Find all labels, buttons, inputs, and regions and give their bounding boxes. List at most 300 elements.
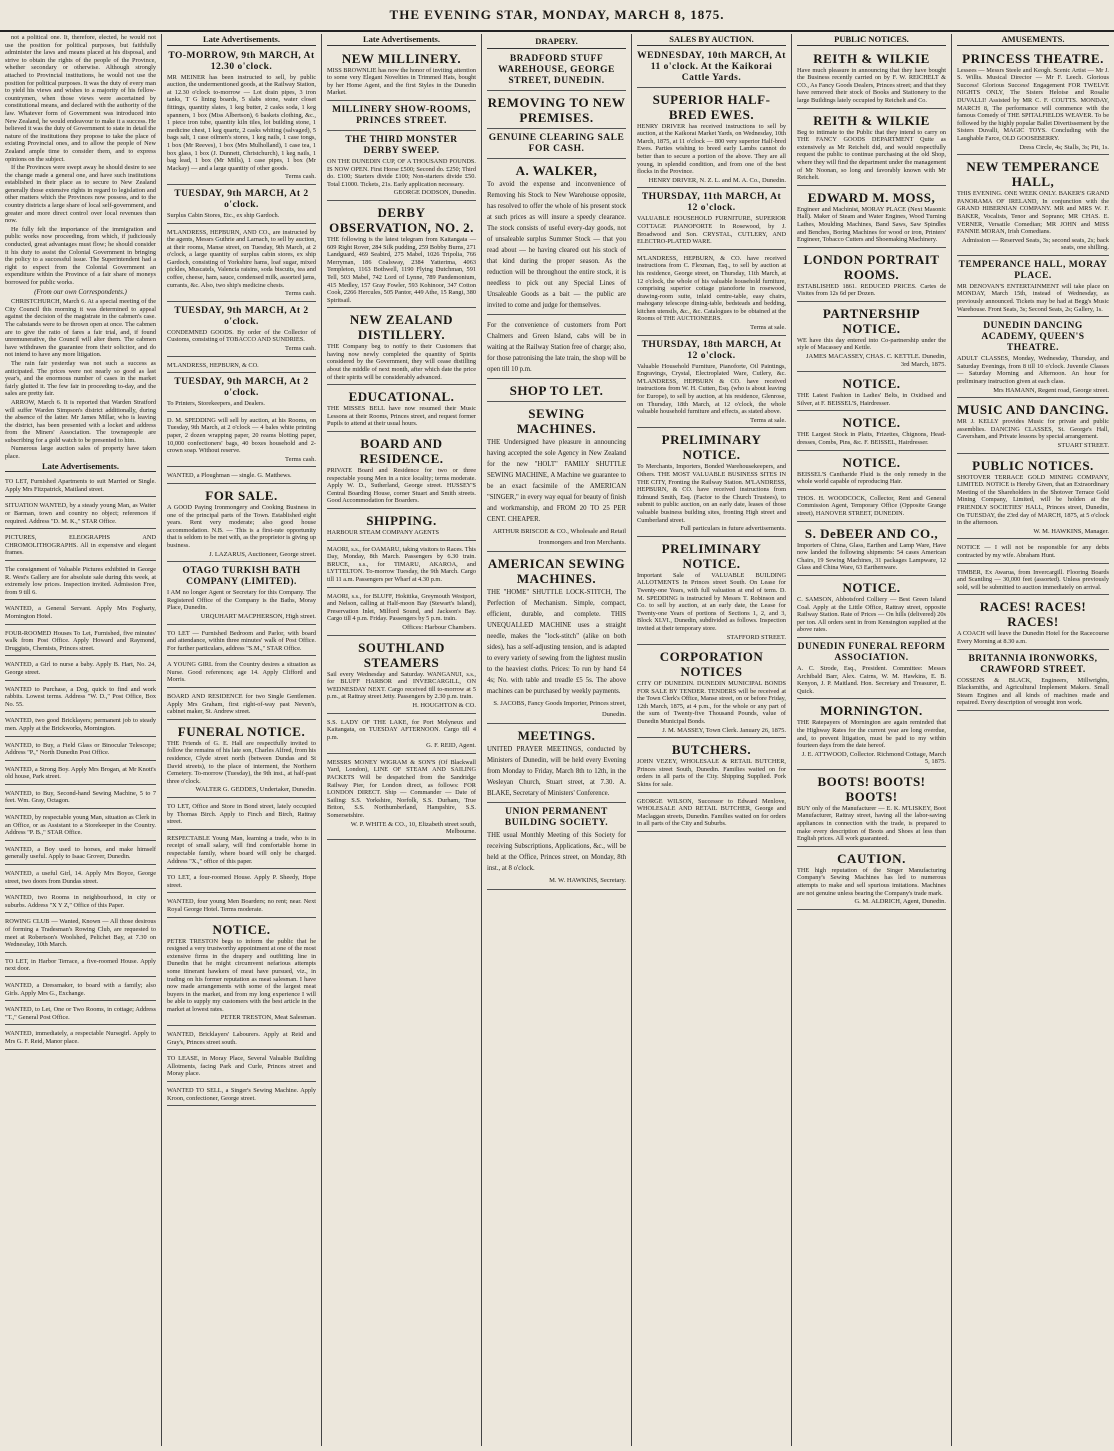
- ad-body: THIS EVENING. ONE WEEK ONLY. BAKER'S GRAND PANORAMA OF IRELAND, In conjunction with the GRAND HIBERNIAN COMPANY. MR and MRS W. F. BAKER, Vocalists, Tenor and Soprano; MR CHAS. E. VERNER, Versatile Comedian; MR JOHN and MISS FANNIE MORAN, Irish Comedians.: [957, 190, 1109, 236]
- ad-signature: G. M. ALDRICH, Agent, Dunedin.: [854, 898, 946, 906]
- advertisement: [167, 486, 316, 562]
- ads-list: [957, 49, 1109, 711]
- ad-body: Valuable Household Furniture, Pianoforte, Oil Paintings, Engravings, Crystal, Electroplated Ware, Cutlery, &c. M'LANDRESS, HEPBURN & CO. have received instructions from W. H. Cutten, Esq. (who is about leaving for Europe), to sell by auction, at his residence, Glenrose, on Thursday, 18th March, at 12 o'clock, the whole valuable household furniture and effects, as stated above.: [637, 362, 786, 416]
- ad-body: A COACH will leave the Dunedin Hotel for the Racecourse Every Morning at 8.30 a.m.: [957, 630, 1109, 645]
- advertisement: [327, 203, 476, 308]
- classified-ad-text: WANTED, by respectable young Man, situation as Clerk in an Office, or as Assistant to a Storekeeper in the Country. Address "P. B.," STAR Office.: [5, 814, 156, 837]
- classified-ad: [5, 1003, 156, 1025]
- advertisement: [167, 359, 316, 374]
- ad-title: BOOTS! BOOTS! BOOTS!: [817, 773, 926, 804]
- column-2: [162, 34, 322, 1446]
- classified-ad-text: WANTED, two Rooms in neighbourhood, in city or suburbs. Address "X Y Z," Office of this Paper.: [5, 894, 156, 909]
- ad-signature: Terms cash.: [285, 173, 316, 181]
- ad-signature: ARTHUR BRISCOE & CO., Wholesale and Retail Ironmongers and Iron Merchants.: [492, 528, 626, 546]
- advertisement: [327, 133, 476, 201]
- ad-body: Lessees — Messrs Steele and Keogh. Scenic Artist — Mr J. S. Willis. Musical Director — Mr F. Leech. Glorious Success! Glorious Success! Engagement FOR TWELVE NIGHTS ONLY, The Sisters Heloise and Rosalie DUVALLI! Assisted by MR C. F. COUTTS. MONDAY, MARCH 8, The performance will commence with the famous Comedy of THE SPITALFIELDS WEAVER. To be followed by the highly popular Ballet Divertissement by the Sisters Duvalli, MAGIC TOYS. Concluding with the Laughable Farce, OLD GOOSEBERRY.: [957, 66, 1109, 142]
- ad-body: THE Company beg to notify to their Customers that having now newly completed the quantity of Spirits considered by the Government, they will cease distilling about the middle of next month, after which date the price of their spirits will be considerably advanced.: [327, 343, 476, 381]
- classified-ad: [5, 531, 156, 561]
- ad-body: Sail every Wednesday and Saturday. WANGANUI, s.s., for BLUFF HARBOR and INVERCARGILL, ON WEDNESDAY NEXT. Cargo received till to-morrow at 5 p.m., at Rattray street Jetty. Passengers by 2.30 p.m. train.: [327, 670, 476, 701]
- ad-title: MILLINERY SHOW-ROOMS, PRINCES STREET.: [332, 104, 471, 126]
- ad-title: SEWING MACHINES.: [516, 406, 597, 436]
- ad-body: TO LET, a four-roomed House. Apply P. Sheedy, Hope street.: [167, 874, 316, 889]
- column-1: [0, 34, 162, 1446]
- ad-body: Surplus Cabin Stores, Etc., ex ship Gardoch.: [167, 211, 280, 219]
- ads-list: [487, 52, 626, 890]
- ad-body: TO LET, Office and Store in Bond street, lately occupied by Thomas Birch. Apply to Finch and Birch, Rattray street.: [167, 803, 316, 826]
- arrow-report: Numerous large auction sales of property have taken place.: [5, 445, 156, 461]
- classified-ad: [5, 811, 156, 841]
- ad-title: DUNEDIN FUNERAL REFORM ASSOCIATION.: [797, 641, 946, 663]
- ad-body: BOARD AND RESIDENCE for two Single Gentlemen. Apply Mrs Graham, first right-of-way past Neven's, cabinet maker, St. Andrew street.: [167, 693, 316, 716]
- advertisement: [957, 566, 1109, 596]
- classified-ad: [5, 475, 156, 497]
- advertisement: [637, 49, 786, 88]
- ad-body: PETER TRESTON begs to inform the public that he resigned a very trustworthy appointment at one of the most extensive firms in the drapery and outfitting line in Dunedin that he might circumvent nefarious attempts some itinerant hawkers of meat have pursued, viz., in trading on his former reputation as meat salesman. I have now made arrangements with some of the largest meat buyers in the market, and from my long experience I will be able to supply my customers with the best article in the market at lowest rates.: [167, 937, 316, 1013]
- ad-body: C. SAMSON, Abbotsford Colliery — Best Green Island Coal. Apply at the Little Office, Rattray street, opposite Railway Station. Rate of Prices — On hills (delivered) 20s per ton. All orders sent in from Kensington supplied at the above rates.: [797, 595, 946, 634]
- advertisement: [957, 157, 1109, 256]
- ad-body: I AM no longer Agent or Secretary for this Company. The Registered Office of the Company is the Baths, Moray Place, Dunedin.: [167, 589, 316, 612]
- classified-ad: [5, 843, 156, 865]
- advertisement: [637, 430, 786, 536]
- ad-title: CORPORATION NOTICES: [659, 649, 764, 680]
- advertisement: [167, 1028, 316, 1050]
- advertisement: [797, 111, 946, 186]
- classified-ad-text: WANTED, immediately, a respectable Nursegirl. Apply to Mrs G. F. Reid, Manor place.: [5, 1030, 156, 1045]
- advertisement: [167, 49, 316, 185]
- advertisement: [797, 413, 946, 450]
- advertisement: [167, 800, 316, 830]
- advertisement: [957, 49, 1109, 156]
- advertisement: [167, 627, 316, 657]
- ad-body: BUY only of the Manufacturer — E. K. M'LISKEY, Boot Manufacturer, Rattray street, having all the labor-saving appliances in connection with the trade, is prepared to make every description of Boots and Shoes at less than English prices. All work guaranteed.: [797, 804, 946, 843]
- advertisement: [957, 652, 1109, 711]
- ad-body: THE Latest Fashion in Ladies' Belts, in Oxidised and Silver, at F. BEISSEL'S, Hairdresser.: [797, 392, 946, 407]
- ad-body: THE MISSES BELL have now resumed their Music Lessons at their Rooms, Princes street, and request former Pupils to attend at their usual hours.: [327, 405, 476, 428]
- ad-signature: GEORGE DODSON, Dunedin.: [393, 189, 476, 197]
- classified-ad: [5, 739, 156, 761]
- ad-body: Engineer and Machinist, MORAY PLACE (Next Masonic Hall). Maker of Steam and Water Engines, Wood Turning Lathes, Moulding Machines, Band Saws, Saw Spindles and Benches, Boring Machines for wood or iron, Printers' Engineer, Tobacco Cutters and Shoemaking Machinery.: [797, 205, 946, 244]
- ad-body: Important Sale of VALUABLE BUILDING ALLOTMENTS In Princes street South. On Lease for Twenty-one Years, with full valuation at end of term. D. M. SPEDDING is instructed by Messrs T. Robinson and Co. to sell by auction, at an early date, the Lease for Twenty-one Years of portions of Sections 1, 2, and 3, Block XLVI., Dunedin, subdivided as follows. Inspection invited at their temporary store.: [637, 571, 786, 632]
- advertisement: [797, 578, 946, 638]
- advertisement: [167, 375, 316, 412]
- ad-title: BRITANNIA IRONWORKS, CRAWFORD STREET.: [968, 653, 1098, 675]
- ad-body: ON THE DUNEDIN CUP, OF A THOUSAND POUNDS. IS NOW OPEN. First Horse £500; Second do. £250; Third do. £100; Starters divide £100; Non-starters divide £50. Total £1000. Tickets, 21s. Early application necessary.: [327, 157, 476, 188]
- section-heading: Late Advertisements.: [5, 463, 156, 473]
- advertisement: [797, 524, 946, 576]
- ad-body: RESPECTABLE Young Man, learning a trade, who is in receipt of small salary, will find comfortable home in respectable family, where board will only be charged. Address "X.," office of this paper.: [167, 834, 316, 865]
- ad-signature: Terms cash.: [285, 455, 316, 463]
- ad-signature: S. JACOBS, Fancy Goods Importer, Princes street, Dunedin.: [493, 700, 626, 718]
- ad-body: A YOUNG GIRL from the Country desires a situation as Nurse. Good references; age 14. Apply Clifford and Morris.: [167, 661, 316, 684]
- ad-body: MR J. KELLY provides Music for private and public assemblies. DANCING CLASSES, St. George's Hall, Caversham, and Private lessons by special arrangement.: [957, 418, 1109, 441]
- ad-body: BEISSEL'S Cantharide Fluid is the only remedy in the whole world capable of reproducing Hair.: [797, 470, 946, 486]
- ad-signature: Dress Circle, 4s; Stalls, 3s; Pit, 1s.: [1019, 143, 1109, 151]
- ad-title: SOUTHLAND STEAMERS: [358, 639, 445, 670]
- advertisement: [957, 541, 1109, 563]
- ad-body: GEORGE WILSON, Successor to Edward Menlove, WHOLESALE AND RETAIL BUTCHER, George and Maclaggan streets, Dunedin. Families waited on for orders in all parts of the City and Suburbs.: [637, 797, 786, 828]
- section-heading: Late Advertisements.: [167, 36, 316, 46]
- classified-ad-text: WANTED, a useful Girl, 14. Apply Mrs Boyce, George street, two doors from Dundas street.: [5, 870, 156, 885]
- classified-ad-text: WANTED, a General Servant. Apply Mrs Fogharty, Mornington Hotel.: [5, 605, 156, 620]
- ad-body: THOS. H. WOODCOCK, Collector, Rent and General Commission Agent, Temporary Office (Opposite Grange street), HANOVER STREET, DUNEDIN.: [797, 494, 946, 517]
- advertisement: [327, 310, 476, 385]
- ad-body: THE Largest Stock in Plaits, Frizettes, Chignons, Head-dresses, Combs, Pins, &c. F. BEISSEL, Hairdresser.: [797, 431, 946, 447]
- advertisement: [487, 317, 626, 379]
- ad-body: UNITED PRAYER MEETINGS, conducted by Ministers of Dunedin, will be held every Evening from Monday to Friday, March 8th to 12th, in the Wesleyan Church, Stuart street, at 7.30. A. BLAKE, Secretary of Ministers' Conference.: [487, 746, 626, 797]
- ad-body: Beg to intimate to the Public that they intend to carry on THE FANCY GOODS DEPARTMENT Quite as extensively as Mr Reichelt did, and would respectfully request the public to continue purchasing at the old Shop, where they will find the department under the management of Mr Noonan, so long and favorably known with Mr Reichelt.: [797, 128, 946, 182]
- ad-body: SHOTOVER TERRACE GOLD MINING COMPANY, LIMITED. NOTICE is Hereby Given, that an Extraordinary Meeting of the Shareholders in the Shotover Terrace Gold Mining Company, Limited, will be holden at the FRIENDLY SOCIETIES' HALL, Princes street, Dunedin, On TUESDAY, the 23rd day of MARCH, 1875, at 5 o'clock in the afternoon.: [957, 473, 1109, 527]
- advertisement: [637, 338, 786, 429]
- ad-body: WANTED, a Ploughman — single. G. Matthews.: [167, 472, 292, 480]
- advertisement: [957, 258, 1109, 317]
- classified-ad: [5, 714, 156, 736]
- classified-ad: [5, 979, 156, 1001]
- advertisement: [327, 103, 476, 131]
- ad-body: THE Ratepayers of Mornington are again reminded that the Highway Rates for the current year are long overdue, and, to prevent litigation, must be paid to my within fourteen days from the date hereof.: [797, 719, 946, 750]
- ad-title: TUESDAY, 9th MARCH, At 2 o'clock.: [174, 188, 309, 210]
- advertisement: [487, 381, 626, 402]
- ad-body: NOTICE — I will not be responsible for any debts contracted by my wife. Abraham Hunt.: [957, 544, 1109, 559]
- advertisement: [167, 1052, 316, 1082]
- ad-body: THE high reputation of the Singer Manufacturing Company's Sewing Machines has led to numerous attempts to make and sell spurious imitations. Machines are not genuine unless bearing the Company's trade mark.: [797, 866, 946, 897]
- ad-body: WANTED, four young Men Boarders; no rent; near. Next Royal George Hotel. Terms moderate.: [167, 898, 316, 913]
- ad-title: TUESDAY, 9th MARCH, At 2 o'clock.: [174, 305, 309, 327]
- advertisement: [487, 131, 626, 159]
- masthead: THE EVENING STAR, MONDAY, MARCH 8, 1875.: [0, 0, 1114, 32]
- ad-title: PRELIMINARY NOTICE.: [661, 540, 762, 571]
- ad-title: TUESDAY, 9th MARCH, At 2 o'clock.: [174, 377, 309, 399]
- ad-body: JOHN VEZEY, WHOLESALE & RETAIL BUTCHER, Princes street South, Dunedin. Families waited on for orders in all parts of the City. Shipping Supplied. Pork Skins for sale.: [637, 758, 786, 789]
- ad-body: MAORI, s.s., for BLUFF, Hokitika, Greymouth Westport, and Nelson, calling at Half-moon Bay (Stewart's Island), Preservation Inlet, Milford Sound, and Jackson's Bay. Cargo till 4 p.m. Friday. Passengers by 5 p.m. train.: [327, 592, 476, 623]
- ad-title: BOARD AND RESIDENCE.: [359, 436, 444, 467]
- column-6: [792, 34, 952, 1446]
- ad-signature: URQUHART MACPHERSON, High street.: [200, 612, 316, 620]
- section-heading: SALES BY AUCTION.: [637, 36, 786, 46]
- ad-title: NOTICE.: [212, 921, 271, 937]
- advertisement: [167, 187, 316, 224]
- classified-ad-text: TO LET, in Harbor Terrace, a five-roomed House. Apply next door.: [5, 957, 156, 973]
- ad-signature: JAMES MACASSEY, CHAS. C. KETTLE. Dunedin, 3rd March, 1875.: [805, 353, 946, 368]
- ad-body: COSSENS & BLACK, Engineers, Millwrights, Blacksmiths, and Agricultural Implement Makers. Small Steam Engines and all kinds of machines made and repaired. Every description of wrought iron work.: [957, 676, 1109, 707]
- ad-body: THE usual Monthly Meeting of this Society for receiving Subscriptions, Applications, &c., will be held at the Office, Princes street, on Monday, 8th inst., at 8 o'clock.: [487, 832, 626, 872]
- advertisement: [167, 920, 316, 1027]
- ad-title: PRELIMINARY NOTICE.: [661, 432, 762, 463]
- classified-ad-text: WANTED, to Buy, Second-hand Sewing Machine, 5 to 7 feet. Wm. Gray, Octagon.: [5, 789, 156, 805]
- classified-ad-text: PICTURES, ELEOGRAPHS AND CHROMOLITHOGRAPHS. All in expensive and elegant frames.: [5, 534, 156, 557]
- classified-ad: [5, 1027, 156, 1049]
- ad-body: PRIVATE Board and Residence for two or three respectable young Men in a nice locality; terms moderate. Apply W. D., Sutherland, George street. HUSSEY'S Central Boarding House, corner Stuart and Smith streets. Good Accommodation for Boarders.: [327, 467, 476, 505]
- ad-body: WANTED TO SELL, a Singer's Sewing Machine. Apply Kroon, confectioner, George street.: [167, 1087, 316, 1102]
- ad-body: MESSRS MONEY WIGRAM & SON'S (Of Blackwall Yard, London), LINE OF STEAM AND SAILING PACKETS Will be despatched from the Sandridge Railway Pier, for London direct, as follows: FOR LONDON DIRECT. Ship — Commander — Date of Sailing: S.S. Yorkshire, Norfolk, S.S. Durham, True Briton, S.S. Northumberland, Hampshire, S.S. Somersetshire.: [327, 758, 476, 820]
- ad-title: NOTICE.: [842, 415, 901, 431]
- column-7: [952, 34, 1114, 1446]
- ad-title: UNION PERMANENT BUILDING SOCIETY.: [504, 807, 609, 828]
- ad-title: AMERICAN SEWING MACHINES.: [487, 556, 626, 586]
- ad-signature: STAFFORD STREET.: [726, 633, 786, 641]
- classified-ad: [5, 763, 156, 785]
- advertisement: [797, 453, 946, 490]
- classified-ad-text: TO LET, Furnished Apartments to suit Married or Single. Apply Mrs Fitzpatrick, Maitland street.: [5, 478, 156, 493]
- ad-body: CONDEMNED GOODS. By order of the Collector of Customs, consisting of TOBACCO AND SUNDRIES.: [167, 328, 316, 344]
- ad-title: PUBLIC NOTICES.: [972, 457, 1094, 473]
- advertisement: [167, 414, 316, 468]
- classified-ad-text: WANTED, a Strong Boy. Apply Mrs Brogan, at Mr Knott's old house, Park street.: [5, 765, 156, 781]
- ad-title: REMOVING TO NEW PREMISES.: [487, 95, 626, 125]
- advertisement: [167, 226, 316, 302]
- ad-signature: STUART STREET.: [1057, 442, 1109, 449]
- classified-ad-text: SITUATION WANTED, by a steady young Man, as Waiter or Barman, town and country no object; references if required. Address "D. M. K.," STAR Office.: [5, 502, 156, 525]
- ad-signature: Offices: Harbour Chambers.: [402, 623, 476, 631]
- ad-body: THE Undersigned have pleasure in announcing having accepted the sole Agency in New Zealand for the new "HOLT" FAMILY SHUTTLE SEWING MACHINE, A Machine we guarantee to be an exact facsimile of the AMERICAN "SINGER," in every way equal for beauty of finish and workmanship, and FROM 20 TO 25 PER CENT. CHEAPER.: [487, 439, 626, 523]
- ad-body: Importers of China, Glass, Earthen and Lamp Ware, Have now landed the following shipments: 54 cases American Chairs, 19 Sewing Machines, 31 packages Lampware, 12 Glass and China Ware, 63 Earthenware.: [797, 541, 946, 572]
- advertisement: [487, 805, 626, 890]
- advertisement: [327, 590, 476, 636]
- ad-body: To Printers, Storekeepers, and Dealers.: [167, 400, 266, 408]
- advertisement: [797, 49, 946, 109]
- ad-body: MAORI, s.s., for OAMARU, taking visitors to Races. This Day, Monday, 8th March. Passengers by 6.30 train. BRUCE, s.s., for TIMARU, AKAROA, and LYTTELTON. To-morrow Tuesday, the 9th March. Cargo till 11 a.m. Passengers per Wharf at 4.30 p.m.: [327, 545, 476, 583]
- ad-body: WE have this day entered into Co-partnership under the style of Macassey and Kettle.: [797, 336, 946, 352]
- ad-signature: Mrs HAMANN, Regent road, George street.: [993, 386, 1109, 394]
- ad-body: To avoid the expense and inconvenience of Removing his Stock to New Warehouse opposite, has resolved to offer the whole of his present stock at such prices as will insure a speedy clearance. The stock consists of useful every-day goods, not of unsaleable surplus Summer Stock — that you read about — he having cleared out his stock of that kind during the proper season. As the reduction will be throughout the entire stock, it is needless to pick out any Special Lines of Unsaleable Goods as a bait — the public are invited to come and judge for themselves.: [487, 181, 626, 309]
- classified-ad: [5, 499, 156, 529]
- advertisement: [167, 895, 316, 917]
- ad-body: THE Friends of G. E. Hall are respectfully invited to follow the remains of his late son, Charles Alfred, from his residence, Clyde street north (between Dundas and St David streets), to the place of interment, the Northern Cemetery. To-morrow (Tuesday), the 9th inst., at half-past three o'clock.: [167, 739, 316, 785]
- ad-signature: Terms at sale.: [750, 416, 786, 424]
- ad-signature: PETER TRESTON, Meat Salesman.: [220, 1014, 316, 1022]
- advertisement: [487, 93, 626, 129]
- ad-body: ESTABLISHED 1861. REDUCED PRICES. Cartes de Visites from 12s 6d per Dozen.: [797, 282, 946, 298]
- ad-body: TO LET — Furnished Bedroom and Parlor, with board and attendance, within three minutes' walk of Post Office. For further particulars, address "S.M.," STAR Office.: [167, 629, 316, 652]
- ad-title: NEW MILLINERY.: [341, 50, 462, 66]
- section-heading: DRAPERY.: [487, 36, 626, 49]
- classified-ad-text: WANTED, to Let, One or Two Rooms, in cottage; Address "T.," General Post Office.: [5, 1006, 156, 1021]
- advertisement: [167, 871, 316, 893]
- advertisement: [797, 849, 946, 910]
- ad-body: CITY OF DUNEDIN. DUNEDIN MUNICIPAL BONDS FOR SALE BY TENDER. TENDERS will be received at the Town Clerk's Office, Manse street, on or before Friday, 12th March, 1875, at 4 p.m., for the whole or any part of the sum of Twenty-five Thousand Pounds, value of Dunedin Municipal Bonds.: [637, 680, 786, 726]
- ad-title: NOTICE.: [842, 454, 901, 470]
- ad-title: CAUTION.: [837, 850, 906, 866]
- advertisement: [797, 304, 946, 372]
- ad-body: WANTED, Bricklayers' Labourers. Apply at Reid and Gray's, Princes street south.: [167, 1031, 316, 1046]
- ad-title: DUNEDIN DANCING ACADEMY, QUEEN'S THEATRE.: [981, 321, 1085, 354]
- ad-signature: J. M. MASSEY, Town Clerk. January 26, 1875.: [662, 726, 786, 734]
- classified-ad-text: WANTED, to Buy, a Field Glass or Binocular Telescope; Address "P.," North Dunedin Post Office.: [5, 741, 156, 757]
- advertisement: [327, 511, 476, 541]
- advertisement: [637, 647, 786, 738]
- ad-signature: Admission — Reserved Seats, 3s; second seats, 2s; back seats, one shilling.: [962, 236, 1109, 252]
- ads-list: [797, 49, 946, 910]
- ad-signature: WALTER G. GEDDES, Undertaker, Dunedin.: [195, 786, 316, 794]
- ad-title: REITH & WILKIE: [813, 112, 930, 128]
- classified-ad: [5, 563, 156, 600]
- advertisement: [797, 250, 946, 302]
- advertisement: [637, 539, 786, 645]
- advertisement: [167, 564, 316, 624]
- classified-ads-list: [5, 475, 156, 1049]
- advertisement: [637, 795, 786, 832]
- ad-title: MUSIC AND DANCING.: [957, 402, 1109, 418]
- ad-title: SUPERIOR HALF-BRED EWES.: [652, 91, 771, 122]
- ad-title: PARTNERSHIP NOTICE.: [822, 305, 921, 336]
- advertisement: [487, 554, 626, 724]
- advertisement: [637, 190, 786, 249]
- ads-list: [637, 49, 786, 832]
- ad-signature: W. P. WHITE & CO., 10, Elizabeth street south, Melbourne.: [350, 820, 476, 836]
- ad-body: MR MEINER has been instructed to sell, by public auction, the undermentioned goods, at the Railway Station, at 12.30 o'clock to-morrow — Lot drain pipes, 3 iron tanks, T G lining boards, 5 slabs stone, water closet fittings, quantity slates, 1 keg butter, 2 casks soda, 1 keg spanners, 1 box (Miss Albertson), 6 baskets clothing, &c., 1 piece iron tube, quantity kiln tiles, lot building stone, 1 medicine chest, 1 keg quartz, 2 casks whiting (salvaged), 5 bags salt, 1 case oilmen's stores, 1 keg nails, 1 case tongs, 1 box (Mr Reeves), 1 box (Mrs Mulholland), 1 case tea, 1 box glass, 1 box (J. Dunnett, Christchurch), 1 keg nails, 1 bag lead, 1 box (Mr Mills), 1 case pipes, 1 box (Mr Mackay) — and a large quantity of other goods.: [167, 73, 316, 172]
- classified-ad: [5, 787, 156, 809]
- ad-signature: J. E. ATTWOOD, Collector. Richmond Cottage, March 5, 1875.: [801, 750, 946, 766]
- ad-title: NOTICE.: [842, 579, 901, 595]
- ad-body: M'LANDRESS, HEPBURN, & CO. have received instructions from C. Flexman, Esq., to sell by auction at his residence, George street, on Thursday, 11th March, at 12 o'clock, the whole of his valuable household furniture, comprising superior cottage pianoforte in rosewood, drawing-room suite, inlaid centre-table, easy chairs, mahogany telescope dining-table, bedsteads and bedding, kitchen utensils, &c., &c. Catalogues to be obtained at the Rooms of THE AUCTIONEERS.: [637, 254, 786, 323]
- ad-title: MORNINGTON.: [820, 703, 923, 719]
- ad-title: BUTCHERS.: [671, 742, 752, 758]
- classified-ad-text: ROWING CLUB — Wanted, Known — All those desirous of forming a Tradesman's Rowing Club, are requested to meet at Robertson's Woolshed, Pelichet Bay, at 7.30 on Wednesday, 10th March.: [5, 918, 156, 949]
- section-heading: PUBLIC NOTICES.: [797, 36, 946, 46]
- classified-ad: [5, 683, 156, 713]
- column-5: [632, 34, 792, 1446]
- ad-title: LONDON PORTRAIT ROOMS.: [803, 251, 940, 282]
- ad-body: MISS BROWNLIE has now the honor of inviting attention to some very Elegant Novelties in Trimmed Hats, bought by her Home Agent, and the first Styles in the Dunedin Market.: [327, 66, 477, 97]
- column-3: [322, 34, 482, 1446]
- columns: [0, 34, 1114, 1446]
- classified-ad: [5, 627, 156, 657]
- ad-body: MR DENOVAN'S ENTERTAINMENT will take place on MONDAY, March 15th, instead of Wednesday, as previously announced. Tickets may be had at Begg's Music Warehouse. Front Seats, 3s; Second Seats, 2s; Gallery, 1s.: [957, 282, 1109, 313]
- ad-title: FUNERAL NOTICE.: [177, 723, 306, 739]
- ad-title: SHOP TO LET.: [509, 383, 604, 398]
- advertisement: [487, 161, 626, 315]
- ad-signature: G. F. REID, Agent.: [426, 742, 476, 750]
- column-4: [482, 34, 632, 1446]
- section-heading: AMUSEMENTS.: [957, 36, 1109, 46]
- ad-title: WEDNESDAY, 10th MARCH, At 11 o'clock. At the Kaikorai Cattle Yards.: [637, 50, 786, 83]
- advertisement: [327, 716, 476, 754]
- ad-body: HENRY DRIVER has received instructions to sell by auction, at the Kaikorai Market Yards, on Wednesday, 10th March, 1875, at 11 o'clock — 800 very superior Half-bred Ewes. Parties wishing to breed early Lambs cannot do better than to secure a portion of the above. They are all young, in splendid condition, and from one of the best flocks in the Province.: [637, 122, 786, 176]
- classified-ad: [5, 867, 156, 889]
- ad-body: For the convenience of customers from Port Chalmers and Green Island, cabs will be in waiting at the Railway Station free of charge; also, for those patronising the late train, the shop will be open till 10 p.m.: [487, 322, 626, 373]
- ad-body: THE following is the latest telegram from Kaitangata — 609 Right Rover, 284 Silk pudding, 259 Bobby Burns, 271 Landguard, 469 Seabird, 275 Mabel, 1026 Tripolia, 766 Merryman, 186 Coalsway, 2384 Yatterima, 4063 Templeton, 1163 Bothwell, 1190 Flying Dutchman, 591 Tell, 503 Mabel, 742 Lord of Lynne, 789 Pandemonium, 415 Medley, 157 Gray Fowler, 593 Kohinoor, 347 Cotton Cook, 2266 Hercules, 505 Pantor, 449 Athe, 15 Rangi, 380 Spiritsail.: [327, 235, 476, 304]
- ad-title: THURSDAY, 18th MARCH, At 12 o'clock.: [641, 339, 782, 361]
- ad-title: DERBY OBSERVATION, NO. 2.: [329, 204, 474, 235]
- ad-body: HARBOUR STEAM COMPANY AGENTS: [327, 529, 440, 536]
- ad-title: THE THIRD MONSTER DERBY SWEEP.: [345, 134, 458, 156]
- classified-ad: [5, 658, 156, 680]
- advertisement: [797, 640, 946, 699]
- ad-title: GENUINE CLEARING SALE FOR CASH.: [488, 133, 625, 154]
- advertisement: [957, 400, 1109, 453]
- classified-ad: [5, 602, 156, 624]
- ad-body: ADULT CLASSES, Monday, Wednesday, Thursday, and Saturday Evenings, from 8 till 10 o'clock. Juvenile Classes — Saturday Morning and Afternoon. An hour for preliminary instruction given at each class.: [957, 355, 1109, 386]
- advertisement: [637, 252, 786, 336]
- advertisement: [327, 434, 476, 509]
- advertisement: [797, 492, 946, 522]
- advertisement: [797, 374, 946, 411]
- ad-title: TO-MORROW, 9th MARCH, At 12.30 o'clock.: [168, 50, 315, 72]
- advertisement: [327, 543, 476, 588]
- classified-ad-text: WANTED, a Girl to nurse a baby. Apply B. Hart, No. 24, George street.: [5, 661, 156, 676]
- ad-title: OTAGO TURKISH BATH COMPANY (LIMITED).: [182, 566, 301, 588]
- advertisement: [167, 690, 316, 720]
- ad-body: A GOOD Paying Ironmongery and Cooking Business in one of the principal parts of the Town. Established eight years. Rent very moderate; also good house accommodation. N.B. — This is a first-rate opportunity that is seldom to be met with, as the proprietor is giving up business.: [167, 503, 316, 549]
- advertisement: [327, 756, 476, 840]
- ad-title: REITH & WILKIE: [813, 50, 930, 66]
- ad-body: A. C. Strode, Esq., President. Committee: Messrs Archibald Barr, Alex. Cairns, W. M. Hawkins, E. B. Kenyon, J. P. Maitland. Hon. Secretary and Treasurer, E. Quick.: [797, 664, 946, 695]
- ad-title: BRADFORD STUFF WAREHOUSE, GEORGE STREET, DUNEDIN.: [498, 54, 615, 86]
- classified-ad-text: WANTED, two good Bricklayers; permanent job to steady men. Apply at the Brickworks, Mornington.: [5, 717, 156, 732]
- advertisement: [487, 404, 626, 552]
- advertisement: [327, 387, 476, 432]
- correspondents-note: (From our own Correspondents.): [34, 287, 127, 296]
- ad-title: EDWARD M. MOSS,: [807, 189, 936, 205]
- ad-title: MEETINGS.: [517, 728, 596, 743]
- ad-title: NEW ZEALAND DISTILLERY.: [349, 312, 454, 343]
- ad-signature: HENRY DRIVER, N. Z. L. and M. A. Co., Dunedin.: [648, 176, 786, 184]
- editorial-paragraph: He fully felt the importance of the immigration and public works now proceeding, from which, if judiciously conducted, great advantages must flow; he should consider it his duty to assist the Colonial Government in bringing the policy to a successful issue. The Superintendent had a right to expect from the Colonial Government an expenditure within the Province of a fair share of moneys borrowed for public works.: [5, 225, 156, 286]
- advertisement: [797, 701, 946, 770]
- ad-body: VALUABLE HOUSEHOLD FURNITURE, SUPERIOR COTTAGE PIANOFORTE In Rosewood, by J. Broadwood and Son. CRYSTAL, CUTLERY, AND ELECTRO-PLATED WARE.: [637, 215, 786, 246]
- editorial-paragraph: If the Provinces were swept away he should desire to see the change made a general one, and have such institutions established in their place as to secure to New Zealand generally those extensive rights in regard to legislation and other matters which the Provinces now possess, and to the country districts a large share of local self-government, and greater and more direct control over local revenues than now.: [5, 164, 156, 225]
- ad-title: TEMPERANCE HALL, MORAY PLACE.: [958, 259, 1108, 281]
- christchurch-report: The rain fair yesterday was not such a success as anticipated. The prices were not nearly so good as last year's, and the enormous number of cases in the market fairly glutted it. The few fair in proceeding to-day, and the sales are pretty fair.: [5, 359, 156, 398]
- editorial-paragraph: not a political one. It, therefore, elected, he would not use the position for political purposes, but faithfully administer the laws and means placed at his disposal, and strive to obtain the rights of the people of the Province, whether secondary or otherwise. Although strongly attached to Provincial institutions, he would not use the position for political purposes. It was the duty of every man to yield his views and wishes to a majority of his fellow-countrymen, when those views were ascertained by constitutional means, and declared with the authority of the law. Whatever form of Government was introduced into New Zealand, he would endeavour to make it a success. He believed it was the duty of Government to state in detail the nature of the institutions they propose to take the place of existing Provincial ones, and to allow the people of New Zealand ample time to consider them, and to express opinions on the subject.: [5, 34, 156, 163]
- classified-ad: [5, 891, 156, 913]
- christchurch-report: CHRISTCHURCH, March 6. At a special meeting of the City Council this morning it was determined to appeal against the decision of the magistrate in the cabmen's case. The cabstands were to be thrown open at once. The cabmen are to give the ratio of fares a fair trial, and, if found unremunerative, the Council will alter them. The cabmen have withdrawn the guarantee from their solicitor, and do not intend to have any more litigation.: [5, 298, 156, 359]
- ad-title: SHIPPING.: [366, 513, 437, 528]
- classified-ad-text: WANTED to Purchase, a Dog, quick to find and work rabbits. Lowest terms. Address "W. D.," Post Office, Box No. 55.: [5, 685, 156, 708]
- ad-signature: Full particulars in future advertisements.: [680, 525, 786, 533]
- advertisement: [487, 726, 626, 803]
- ad-body: THE "HOME" SHUTTLE LOCK-STITCH, The Perfection of Mechanism. Simple, compact, efficient, durable, and complete. THIS UNEQUALLED MACHINE uses a straight needle, makes the "lock-stitch" (alike on both sides), has a self-adjusting tension, and is adapted to every variety of sewing from the lightest muslin to the heaviest cloths. Prices: To run by hand £4 4s; No. with table and treadle £5 5s. The above machines can be purchased by weekly payments.: [487, 589, 626, 695]
- ad-signature: H. HOUGHTON & CO.: [412, 701, 476, 709]
- advertisement: [167, 1084, 316, 1106]
- ad-body: TIMBER, Ex Awarua, from Invercargill. Flooring Boards and Scantling — 30,000 feet (assorted). Unless previously sold, will be submitted to auction immediately on arrival.: [957, 568, 1109, 591]
- advertisement: [957, 456, 1109, 540]
- advertisement: [797, 188, 946, 248]
- ad-title: EDUCATIONAL.: [348, 389, 455, 405]
- ad-body: D. M. SPEDDING will sell by auction, at his Rooms, on Tuesday, 9th March, at 2 o'clock — 4 bales white printing paper, 2 dozen wrapping paper, 20 reams blotting paper, 10,000 confectioners' bags, 40 boxes household and 2-crown soap. Without reserve.: [167, 416, 316, 455]
- classified-ad: [5, 915, 156, 952]
- ad-body: Have much pleasure in announcing that they have bought the Business recently carried on by F. W. REICHELT & CO., As Fancy Goods Dealers, Princes street; and that they have removed their stock of Books and Stationery to the large Buildings lately occupied by Reichelt and Co.: [797, 66, 946, 104]
- ad-title: THURSDAY, 11th MARCH, At 12 o'clock.: [641, 192, 782, 214]
- advertisement: [167, 304, 316, 357]
- classified-ad-text: The consignment of Valuable Pictures exhibited in George R. West's Gallery are for absolute sale during this week, at extremely low prices. Inspection invited. Admission Free, from 9 till 6.: [5, 566, 156, 596]
- ad-title: S. DeBEER AND CO.,: [804, 525, 939, 541]
- advertisement: [487, 52, 626, 91]
- advertisement: [167, 469, 316, 484]
- ad-signature: M. W. HAWKINS, Secretary.: [549, 877, 626, 884]
- advertisement: [637, 90, 786, 189]
- advertisement: [957, 319, 1109, 398]
- advertisement: [167, 722, 316, 798]
- ad-signature: J. LAZARUS, Auctioneer, George street.: [209, 550, 316, 558]
- advertisement: [167, 832, 316, 869]
- advertisement: [957, 597, 1109, 649]
- advertisement: [797, 772, 946, 847]
- ad-signature: Terms cash.: [285, 345, 316, 353]
- ad-signature: W. M. HAWKINS, Manager.: [1033, 527, 1109, 535]
- advertisement: [327, 49, 476, 101]
- ad-title: RACES! RACES! RACES!: [979, 599, 1087, 630]
- ad-body: TO LEASE, in Moray Place, Several Valuable Building Allotments, facing Park and Curle, Princes street and Moray place.: [167, 1055, 316, 1078]
- classified-ad-text: WANTED, a Boy used to horses, and make himself generally useful. Apply to Isaac Grover, Dunedin.: [5, 845, 156, 861]
- ad-title: A. WALKER,: [515, 163, 598, 178]
- ads-list: [167, 49, 316, 1107]
- classified-ad: [5, 955, 156, 977]
- ad-title: NOTICE.: [842, 376, 901, 392]
- classified-ad-text: WANTED, a Dressmaker, to board with a family; also Girls. Apply Mrs G., Exchange.: [5, 981, 156, 997]
- ad-body: M'LANDRESS, HEPBURN, & CO.: [167, 361, 259, 369]
- classified-ad-text: FOUR-ROOMED Houses To Let, Furnished, five minutes' walk from Post Office. Apply Howard and Raymond, Druggists, Chemists, Princes street.: [5, 629, 156, 652]
- section-heading: Late Advertisements.: [327, 36, 476, 46]
